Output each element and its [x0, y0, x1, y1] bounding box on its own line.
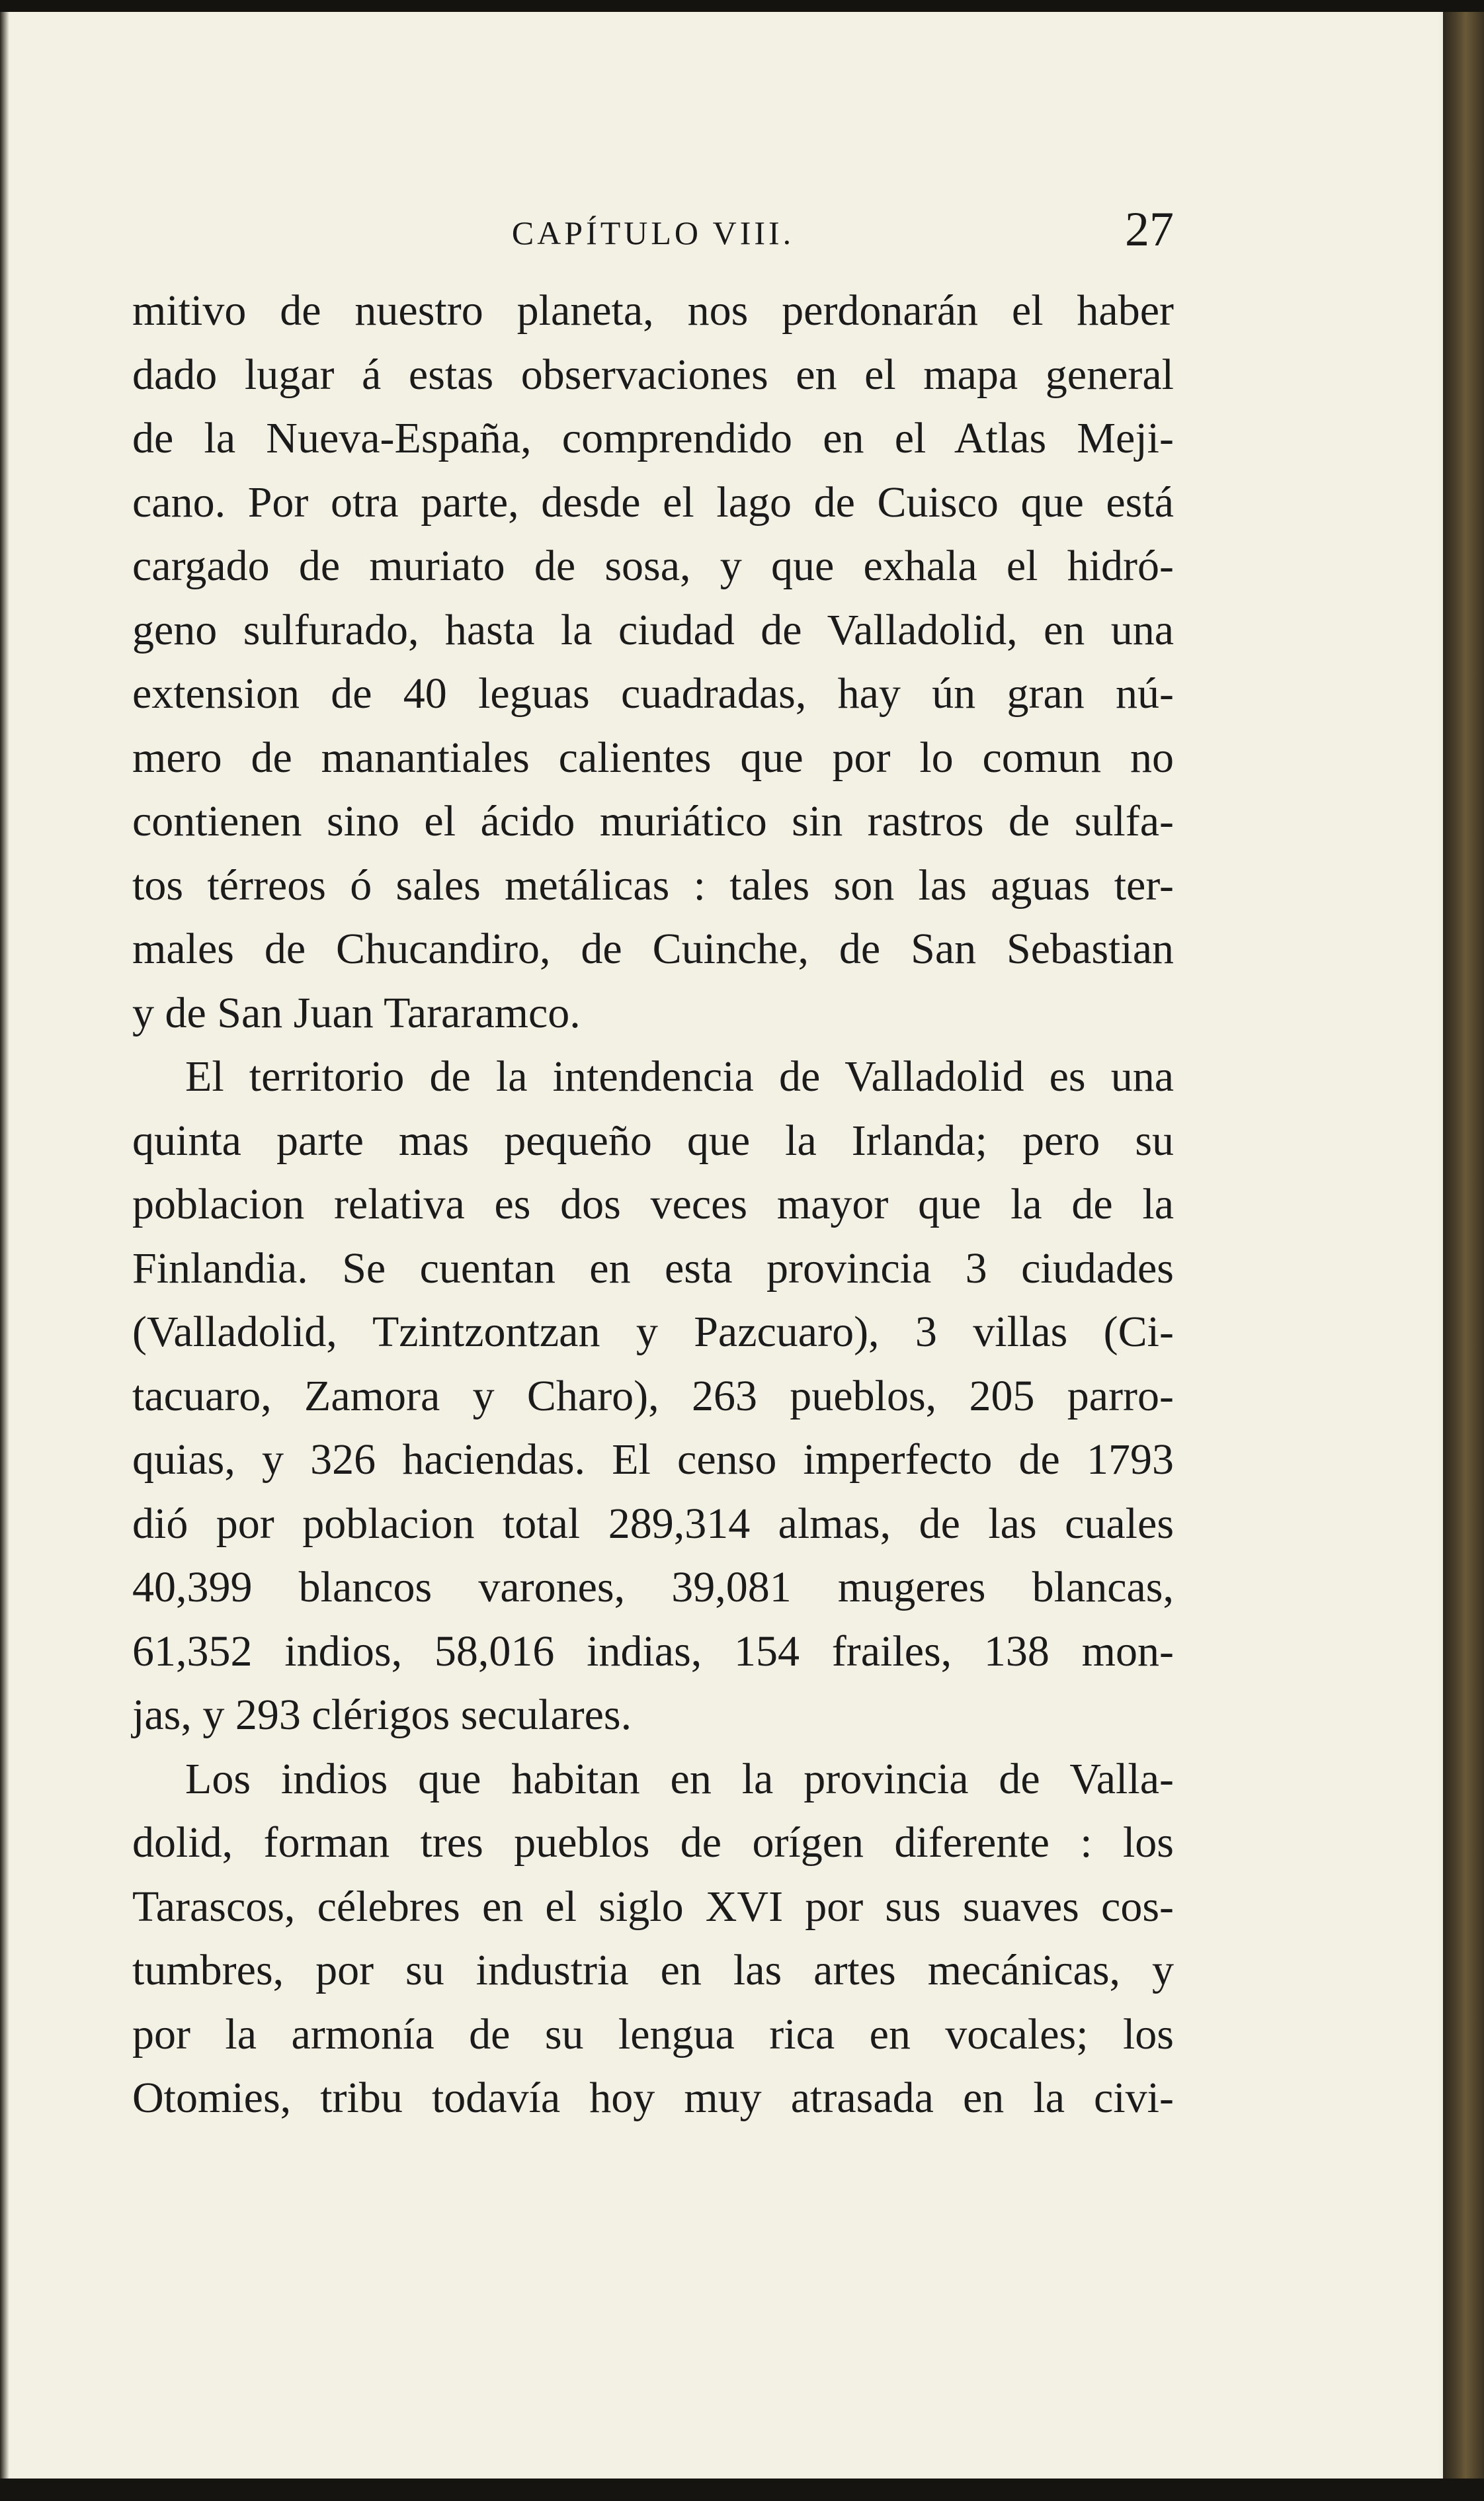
text-line: (Valladolid, Tzintzontzan y Pazcuaro), 3 villas (Ci-	[132, 1308, 1174, 1356]
scan-bottom-border	[0, 2479, 1484, 2501]
text-line: contienen sino el ácido muriático sin rastros de sulfa-	[132, 797, 1174, 845]
text-line: males de Chucandiro, de Cuinche, de San Sebastian	[132, 925, 1174, 973]
text-line: mero de manantiales calientes que por lo comun no	[132, 733, 1174, 782]
text-line: Tarascos, célebres en el siglo XVI por sus suaves cos-	[132, 1882, 1174, 1931]
text-line: geno sulfurado, hasta la ciudad de Valladolid, en una	[132, 605, 1174, 654]
text-line: poblacion relativa es dos veces mayor que la de la	[132, 1180, 1174, 1228]
text-line: mitivo de nuestro planeta, nos perdonarán el haber	[132, 286, 1174, 335]
scan-top-border	[0, 0, 1484, 12]
text-line: tos térreos ó sales metálicas : tales son las aguas ter-	[132, 861, 1174, 910]
text-line: extension de 40 leguas cuadradas, hay ún gran nú-	[132, 669, 1174, 718]
text-line: de la Nueva-España, comprendido en el Atlas Meji-	[132, 414, 1174, 462]
paragraph-first-line: El territorio de la intendencia de Valladolid es una	[185, 1052, 1174, 1101]
text-line: dolid, forman tres pueblos de orígen diferente : los	[132, 1818, 1174, 1867]
book-binding	[1443, 0, 1484, 2501]
text-line: 40,399 blancos varones, 39,081 mugeres blancas,	[132, 1563, 1174, 1611]
text-line: tumbres, por su industria en las artes mecánicas, y	[132, 1946, 1174, 1994]
text-line: Otomies, tribu todavía hoy muy atrasada en la civi-	[132, 2074, 1174, 2122]
running-head: CAPÍTULO VIII.	[511, 214, 795, 251]
text-line: cano. Por otra parte, desde el lago de Cuisco que está	[132, 478, 1174, 527]
text-line: dió por poblacion total 289,314 almas, de las cuales	[132, 1499, 1174, 1548]
page-header	[132, 202, 1174, 261]
text-line: quias, y 326 haciendas. El censo imperfecto de 1793	[132, 1435, 1174, 1484]
page-left-edge	[0, 0, 9, 2501]
paragraph-last-line: y de San Juan Tararamco.	[132, 988, 581, 1037]
body-text	[132, 279, 1174, 2131]
paragraph-last-line: jas, y 293 clérigos seculares.	[132, 1691, 632, 1739]
text-line: quinta parte mas pequeño que la Irlanda; pero su	[132, 1116, 1174, 1165]
page-number: 27	[1125, 202, 1174, 257]
text-line: dado lugar á estas observaciones en el mapa general	[132, 350, 1174, 399]
paragraph-first-line: Los indios que habitan en la provincia de Valla-	[185, 1754, 1174, 1803]
text-line: cargado de muriato de sosa, y que exhala el hidró-	[132, 542, 1174, 590]
text-line: Finlandia. Se cuentan en esta provincia 3 ciudades	[132, 1244, 1174, 1293]
text-line: tacuaro, Zamora y Charo), 263 pueblos, 205 parro-	[132, 1371, 1174, 1420]
text-line: por la armonía de su lengua rica en vocales; los	[132, 2010, 1174, 2058]
text-line: 61,352 indios, 58,016 indias, 154 frailes, 138 mon-	[132, 1627, 1174, 1675]
